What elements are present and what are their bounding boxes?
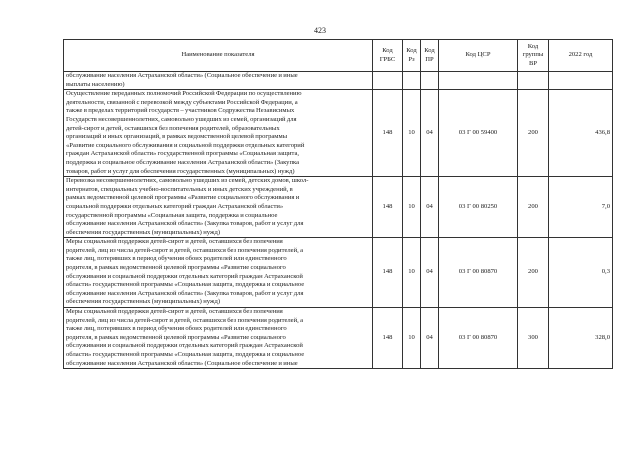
vr-code-cell: 300 <box>518 308 549 369</box>
indicator-name-line: родителей, лиц из числа детей-сирот и детей, оставшихся без попечения родителей, а <box>66 246 304 254</box>
rz-code-cell: 10 <box>403 238 421 308</box>
column-header-grbs <box>373 40 403 72</box>
indicator-name-line: обслуживания и социальной поддержки отдельных категорий граждан Астраханской <box>66 272 303 280</box>
csr-code-cell <box>439 72 518 90</box>
indicator-name-line: также лиц, потерявших в период обучения обоих родителей или единственного <box>66 255 287 263</box>
pr-code-cell: 04 <box>421 177 439 238</box>
grbs-code-cell <box>373 72 403 90</box>
column-header-vr-line: Код <box>527 42 539 50</box>
column-header-rz <box>403 40 421 72</box>
indicator-name-line: детей-сирот и детей, оставшихся без попечения родителей, образовательных <box>66 124 280 132</box>
rz-code-cell: 10 <box>403 308 421 369</box>
csr-code-cell: 03 Г 00 80870 <box>439 238 518 308</box>
indicator-name-cell <box>64 177 373 238</box>
indicator-name-cell <box>64 238 373 308</box>
vr-code-cell: 200 <box>518 238 549 308</box>
table-row <box>64 90 613 177</box>
csr-code-cell: 03 Г 00 80250 <box>439 177 518 238</box>
indicator-name-line: обслуживание населения Астраханской области» (Закупка товаров, работ и услуг для <box>66 289 304 297</box>
indicator-name-line: также лиц, потерявших в период обучения обоих родителей или единственного <box>66 325 287 333</box>
indicator-name-line: Меры социальной поддержки детей-сирот и детей, оставшихся без попечения <box>66 238 283 246</box>
indicator-name-line: также в пределах территорий государств – участников Содружества Независимых <box>66 107 295 115</box>
rz-code-cell: 10 <box>403 90 421 177</box>
indicator-name-line: обеспечения государственных (муниципальных) нужд) <box>66 298 221 306</box>
column-header-pr-line: Код <box>424 46 435 54</box>
rz-code-cell: 10 <box>403 177 421 238</box>
indicator-name-line: области» государственной программы «Социальная защита, поддержка и социальное <box>66 281 305 289</box>
column-header-name: Наименование показателя <box>64 40 373 72</box>
indicator-name-line: Осуществление переданных полномочий Российской Федерации по осуществлению <box>66 90 302 98</box>
column-header-pr-line: ПР <box>425 55 434 63</box>
indicator-name-line: выплаты населению) <box>66 80 125 88</box>
indicator-name-line: социальной поддержки отдельных категорий граждан Астраханской области» <box>66 202 284 210</box>
indicator-name-line: обслуживание населения Астраханской области» (Социальное обеспечение и иные <box>66 359 298 367</box>
grbs-code-cell: 148 <box>373 177 403 238</box>
indicator-name-line: родителя, в рамках ведомственной целевой программы «Развитие социального <box>66 264 286 272</box>
column-header-rz-line: Код <box>406 46 417 54</box>
grbs-code-cell: 148 <box>373 238 403 308</box>
csr-code-cell: 03 Г 00 59400 <box>439 90 518 177</box>
column-header-rz-line: Рз <box>408 55 415 63</box>
amount-2022-cell: 0,3 <box>549 238 613 308</box>
amount-2022-cell <box>549 72 613 90</box>
pr-code-cell: 04 <box>421 90 439 177</box>
column-header-year-2022: 2022 год <box>549 40 613 72</box>
table-row <box>64 308 613 369</box>
indicator-name-line: Меры социальной поддержки детей-сирот и детей, оставшихся без попечения <box>66 308 283 316</box>
csr-code-cell: 03 Г 00 80870 <box>439 308 518 369</box>
indicator-name-line: Перевозка несовершеннолетних, самовольно ушедших из семей, детских домов, школ- <box>66 177 309 185</box>
budget-table <box>63 39 613 369</box>
column-header-vr-line: ВР <box>528 59 538 67</box>
grbs-code-cell: 148 <box>373 308 403 369</box>
indicator-name-cell <box>64 90 373 177</box>
column-header-vr <box>518 40 549 72</box>
indicator-name-line: обслуживание населения Астраханской области» (Социальное обеспечение и иные <box>66 72 298 79</box>
indicator-name-line: интернатов, специальных учебно-воспитательных и иных детских учреждений, в <box>66 185 293 193</box>
grbs-code-cell: 148 <box>373 90 403 177</box>
indicator-name-line: поддержка и социальное обслуживание населения Астраханской области» (Закупка <box>66 158 300 166</box>
table-row <box>64 72 613 90</box>
indicator-name-line: «Развитие социального обслуживания и социальной поддержки отдельных категорий <box>66 141 305 149</box>
table-body <box>64 72 613 369</box>
column-header-pr <box>421 40 439 72</box>
indicator-name-cell <box>64 308 373 369</box>
amount-2022-cell: 328,0 <box>549 308 613 369</box>
vr-code-cell: 200 <box>518 177 549 238</box>
vr-code-cell <box>518 72 549 90</box>
indicator-name-line: обслуживания и социальной поддержки отдельных категорий граждан Астраханской <box>66 342 303 350</box>
pr-code-cell: 04 <box>421 308 439 369</box>
amount-2022-cell: 436,8 <box>549 90 613 177</box>
column-header-grbs-line: Код <box>382 46 393 54</box>
indicator-name-line: организаций и иных организаций, в рамках ведомственной целевой программы <box>66 133 288 141</box>
indicator-name-line: родителей, лиц из числа детей-сирот и детей, оставшихся без попечения родителей, а <box>66 316 304 324</box>
pr-code-cell <box>421 72 439 90</box>
indicator-name-line: государственной программы «Социальная защита, поддержка и социальное <box>66 211 278 219</box>
indicator-name-line: области» государственной программы «Социальная защита, поддержка и социальное <box>66 351 305 358</box>
indicator-name-line: рамках ведомственной целевой программы «Развитие социального обслуживания и <box>66 194 300 202</box>
indicator-name-line: деятельности, связанной с перевозкой между субъектами Российской Федерации, а <box>66 98 298 106</box>
indicator-name-line: родителя, в рамках ведомственной целевой программы «Развитие социального <box>66 333 286 341</box>
indicator-name-line: граждан Астраханской области» государственной программы «Социальная защита, <box>66 150 300 158</box>
table-row <box>64 177 613 238</box>
indicator-name-line: Государств несовершеннолетних, самовольно ушедших из семей, организаций для <box>66 115 297 123</box>
table-header-row <box>64 40 613 72</box>
rz-code-cell <box>403 72 421 90</box>
indicator-name-line: товаров, работ и услуг для обеспечения государственных (муниципальных) нужд) <box>66 167 295 175</box>
vr-code-cell: 200 <box>518 90 549 177</box>
amount-2022-cell: 7,0 <box>549 177 613 238</box>
pr-code-cell: 04 <box>421 238 439 308</box>
indicator-name-cell <box>64 72 373 90</box>
indicator-name-line: обслуживание населения Астраханской области» (Закупка товаров, работ и услуг для <box>66 220 304 228</box>
indicator-name-line: обеспечения государственных (муниципальных) нужд) <box>66 228 221 236</box>
column-header-grbs-line: ГРБС <box>379 55 396 63</box>
column-header-csr: Код ЦСР <box>439 40 518 72</box>
table-row <box>64 238 613 308</box>
column-header-vr-line: группы <box>522 51 544 59</box>
page-number: 423 <box>314 26 326 35</box>
